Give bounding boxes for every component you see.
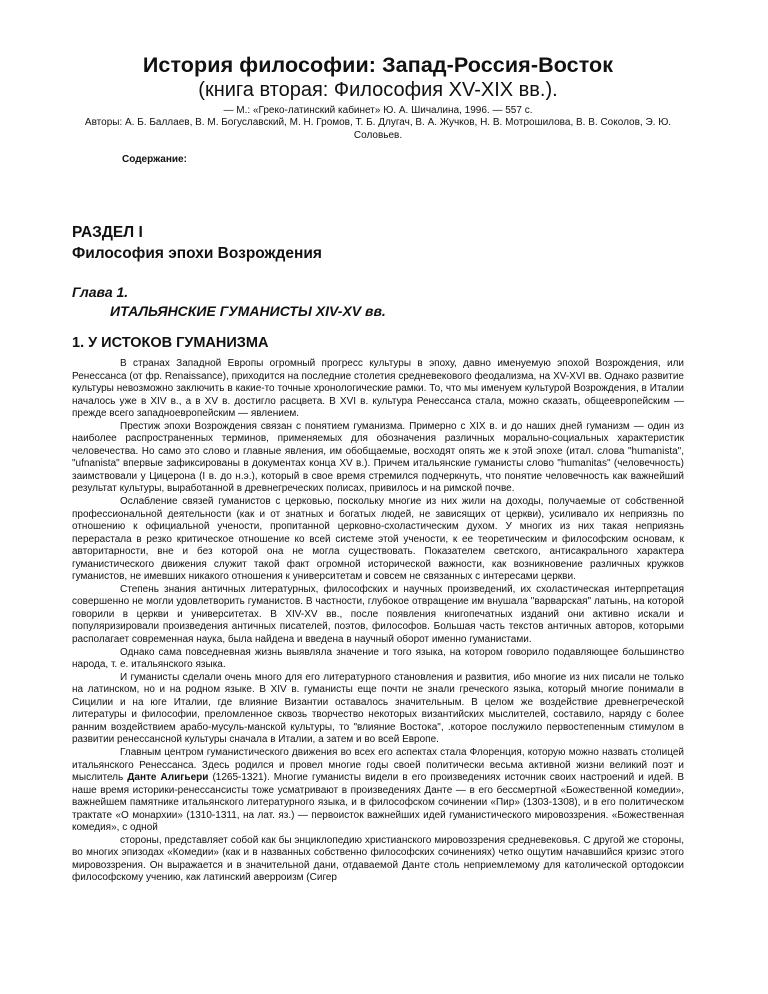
subsection-title: 1. У ИСТОКОВ ГУМАНИЗМА xyxy=(72,335,269,351)
imprint-line: — М.: «Греко-латинский кабинет» Ю. А. Шичалина, 1996. — 557 с. xyxy=(223,105,533,116)
paragraph: Степень знания античных литературных, философских и научных произведений, их схоластическая интерпретация совершенно не могли удовлетворить гуманистов. В частности, глубокое отвращение им внушала "варварская" латынь, на которой говорили в церкви и университетах. В XIV-XV вв., после появления книгопечатных изданий они активно искали и популяризировали произведения античных писателей, поэтов, философов. Большая часть текстов античных авторов, которыми располагает современная наука, была найдена и введена в научный оборот именно гуманистами. xyxy=(72,583,684,646)
paragraph: Престиж эпохи Возрождения связан с понятием гуманизма. Примерно с XIX в. и до наших дней гуманизм — один из наиболее распространенных терминов, применяемых для обозначения различных морально-социальных характеристик человечества. Но само это слово и главные явления, им обобщаемые, восходят опять же к этой эпохе (итал. слова "humanista", "ufnanista" впервые зафиксированы в документах конца XV в.). Причем итальянские гуманисты слово "humanitas" (человечность) заимствовали у Цицерона (I в. до н.э.), который в свое время стремился подчеркнуть, что понятие человечность как важнейший результат культуры, выработанной в древнегреческих полисах, привилось и на римской почве. xyxy=(72,420,684,495)
section-title: Философия эпохи Возрождения xyxy=(72,245,322,262)
book-subtitle: (книга вторая: Философия XV-XIX вв.). xyxy=(198,79,558,101)
body-text xyxy=(72,358,684,885)
authors-line: Авторы: А. Б. Баллаев, В. М. Богуславский, М. Н. Громов, Т. Б. Длугач, В. А. Жучков, Н. В. Мотрошилова, В. В. Соколов, Э. Ю. Соловьев. xyxy=(84,117,672,141)
paragraph: И гуманисты сделали очень много для его литературного становления и развития, ибо многие из них писали не только на латинском, но и на родном языке. В XIV в. гуманисты еще почти не знали греческого языка, который многие понимали в Сицилии и на юге Италии, где влияние Византии оставалось значительным. В целом же воздействие древнегреческой литературы и философии, преломленное сквозь творчество некоторых византийских мыслителей, составило, наряду с более ранним воздействием арабо-мусуль-манской культуры, то "влияние Востока", .которое послужило первостепенным стимулом в развитии ренессансной культуры сначала в Италии, а затем и во всей Европе. xyxy=(72,671,684,746)
author-name-dante: Данте Алигьери xyxy=(127,772,209,784)
paragraph: Ослабление связей гуманистов с церковью, поскольку многие из них жили на доходы, получаемые от собственной профессиональной деятельности (как и от знатных и богатых людей, не зависящих от церкви), усиливало их неприязнь по отношению к официальной учености, пропитанной церковно-схоластическим духом. У многих из них такая неприязнь перерастала в резко критическое отношение ко всей системе этой учености, к ее теоретическим и философским основам, к авторитарности, вне и без которой она не могла существовать. Показателем светского, антисакрального характера гуманистического движения служит такой факт огромной исторической важности, как возникновение различных кружков гуманистов, не имевших никакого отношения к университетам и совсем не связанных с интересами церкви. xyxy=(72,496,684,583)
paragraph-text: Главным центром гуманистического движения во всех его аспектах стала Флоренция, которую можно назвать столицей итальянского Ренессанса. Здесь родился и провел многие годы своей политически весьма активной жизни великий поэт и мыслитель xyxy=(72,746,684,784)
book-title: История философии: Запад-Россия-Восток xyxy=(142,53,614,77)
chapter-title: ИТАЛЬЯНСКИЕ ГУМАНИСТЫ XIV-XV вв. xyxy=(110,303,386,319)
chapter-label: Глава 1. xyxy=(72,284,129,300)
paragraph: В странах Западной Европы огромный прогресс культуры в эпоху, давно именуемую эпохой Возрождения, или Ренессанса (от фр. Renaissance), приходится на последние столетия средневекового феодализма, на XV-XVI вв. Однако развитие культуры невозможно заключить в какие-то точные хронологические рамки. То, что мы именуем культурой Возрождения, в Италии началось уже в XIV в., а в XV в. достигло расцвета. В XVI в. культура Ренессанса стала, можно сказать, общеевропейским — прежде всего западноевропейским — явлением. xyxy=(72,358,684,420)
paragraph-text: (1265-1321). Многие гуманисты видели в его произведениях источник своих настроений и идей. В наше время историки-ренессансисты тоже усматривают в произведениях Данте — в его бессмертной «Божественной комедии», важнейшем памятнике итальянского литературного языка, и в философском сочинении «Пир» (1303-1308), и в его политическом трактате «О монархии» (1310-1311, на лат. яз.) — первоисток важнейших идей гуманистического мировоззрения. «Божественная комедия», с одной xyxy=(72,772,684,834)
title-block xyxy=(72,0,684,142)
paragraph-dante xyxy=(72,747,684,835)
paragraph: стороны, представляет собой как бы энциклопедию христианского мировоззрения средневековья. С другой же стороны, во многих эпизодах «Комедии» (как и в названных собственно философских сочинениях) четко ощутим начавшийся кризис этого мировоззрения. Он выражается и в значительной дани, отдаваемой Данте столь неприемлемому для католической ортодоксии философскому учению, как латинский аверроизм (Сигер xyxy=(72,834,684,884)
toc-label: Содержание: xyxy=(122,154,187,165)
paragraph: Однако сама повседневная жизнь выявляла значение и того языка, на котором говорило подавляющее большинство народа, т. е. итальянского языка. xyxy=(72,646,684,671)
section-label: РАЗДЕЛ I xyxy=(72,224,143,241)
